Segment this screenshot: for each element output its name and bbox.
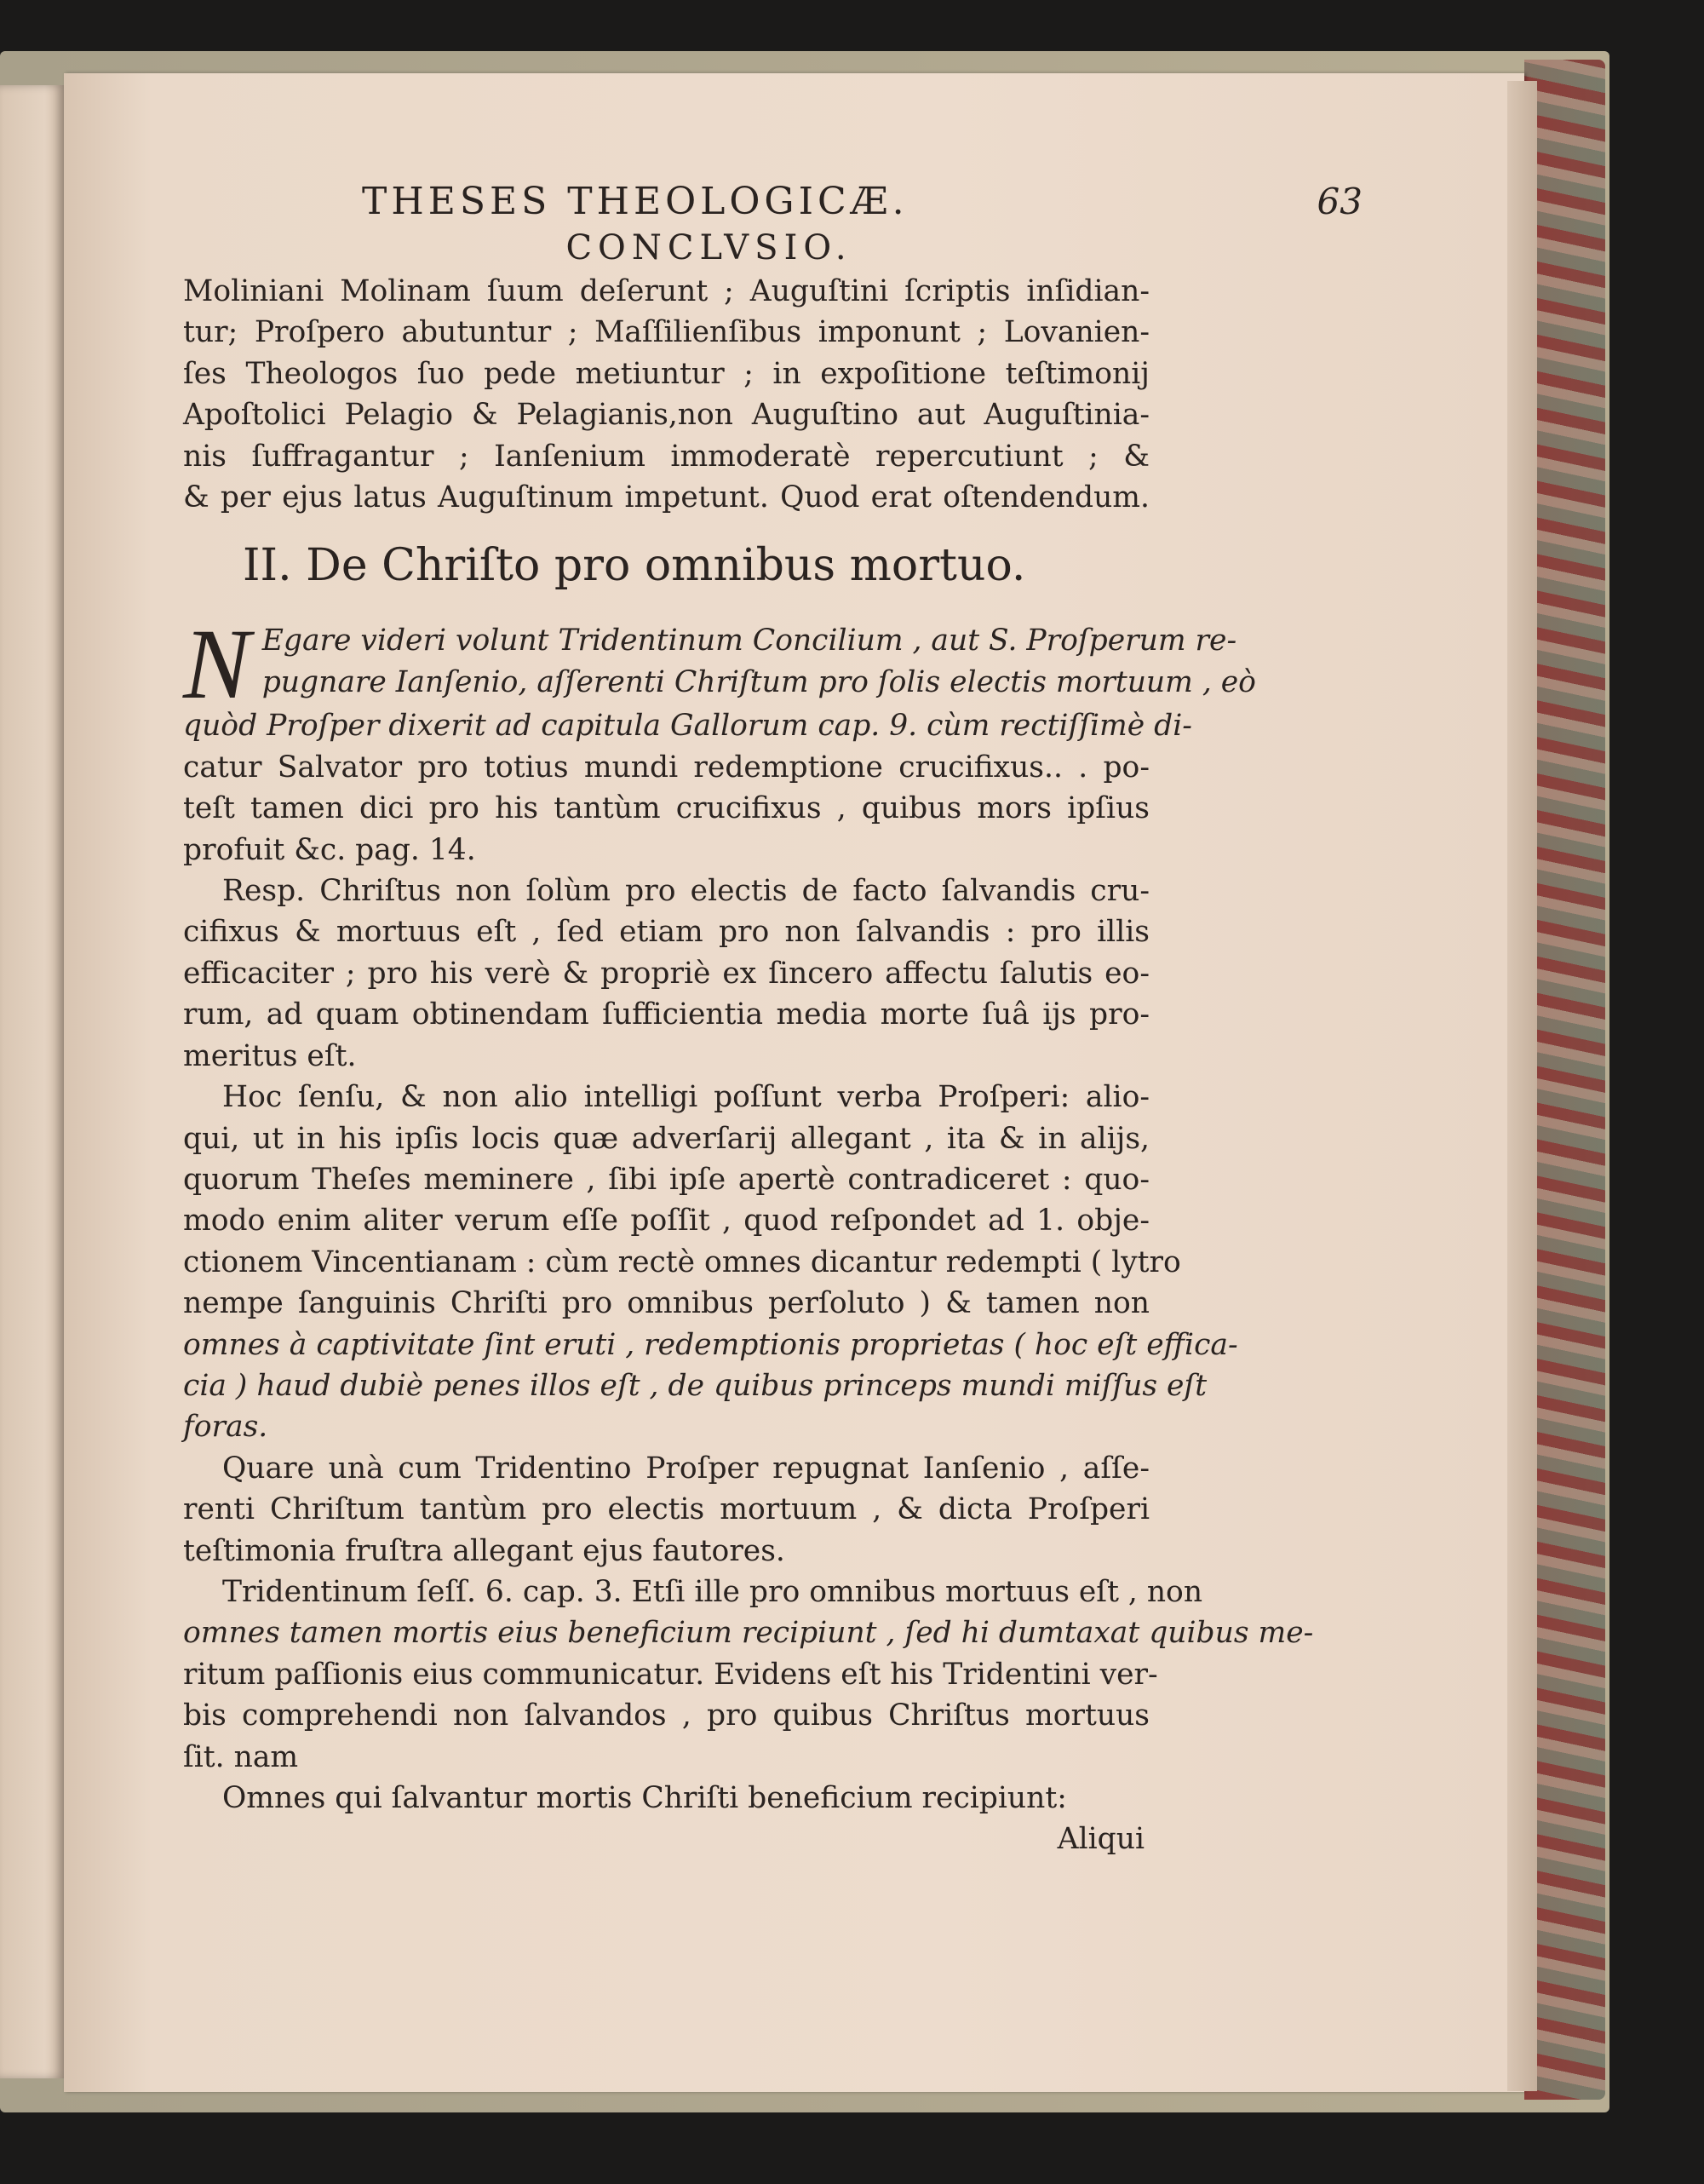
text-line: tur; Proſpero abutuntur ; Maſſilienſibus imponunt ; Lovanien- <box>183 315 1150 350</box>
catchword: Aliqui <box>1057 1822 1145 1857</box>
text-line: Apoſtolici Pelagio & Pelagianis,non Auguſtino aut Auguſtinia- <box>183 398 1150 433</box>
text-line: Hoc ſenſu, & non alio intelligi poſſunt verba Proſperi: alio- <box>222 1080 1150 1115</box>
drop-cap-initial: N <box>183 608 250 721</box>
tridentinum-paragraph <box>183 1572 1314 1778</box>
text-line: pugnare Ianſenio, aſſerenti Chriſtum pro ſolis electis mortuum , eò <box>261 664 1256 699</box>
text-line: teſt tamen dici pro his tantùm crucifixus , quibus mors ipſius <box>183 791 1150 826</box>
text-line: bis comprehendi non ſalvandos , pro quibus Chriſtus mortuus <box>183 1698 1150 1733</box>
text-line: nis ſuffragantur ; Ianſenium immoderatè repercutiunt ; & <box>183 439 1150 474</box>
left-page-edge <box>0 85 64 2078</box>
hoc-paragraph <box>183 1077 1238 1448</box>
text-line: Moliniani Molinam ſuum deſerunt ; Auguſtini ſcriptis inſidian- <box>183 274 1150 308</box>
text-line: foras. <box>183 1410 268 1445</box>
text-line: cia ) haud dubiè penes illos eſt , de quibus princeps mundi miſſus eſt <box>183 1368 1208 1403</box>
text-line: Tridentinum ſeſſ. 6. cap. 3. Etſi ille pro omnibus mortuus eſt , non <box>222 1574 1203 1609</box>
text-line: Resp. Chriſtus non ſolùm pro electis de facto ſalvandis cru- <box>222 874 1150 909</box>
text-line: meritus eſt. <box>183 1038 357 1073</box>
omnes-paragraph <box>183 1778 1150 1819</box>
text-line: profuit &c. pag. 14. <box>183 832 476 867</box>
text-line: omnes à captivitate ſint eruti , redemptionis proprietas ( hoc eſt effica- <box>183 1327 1238 1362</box>
text-line: & per ejus latus Auguſtinum impetunt. Quod erat oſtendendum. <box>183 480 1150 515</box>
text-line: omnes tamen mortis eius beneficium recipiunt , ſed hi dumtaxat quibus me- <box>183 1616 1314 1651</box>
section-title: II. De Chriſto pro omnibus mortuo. <box>243 540 1026 592</box>
running-header <box>362 179 1363 225</box>
text-line: teſtimonia fruſtra allegant ejus fautores. <box>183 1533 785 1568</box>
text-line: Omnes qui ſalvantur mortis Chriſti beneficium recipiunt: <box>222 1781 1067 1815</box>
text-line: ſes Theologos ſuo pede metiuntur ; in expoſitione teſtimonij <box>183 356 1150 391</box>
resp-paragraph <box>183 871 1150 1077</box>
text-line: Quare unà cum Tridentino Proſper repugnat Ianſenio , aſſe- <box>222 1451 1150 1486</box>
quare-paragraph <box>183 1448 1150 1572</box>
text-line: qui, ut in his ipſis locis quæ adverſarij allegant , ita & in alijs, <box>183 1121 1150 1156</box>
text-line: renti Chriſtum tantùm pro electis mortuum , & dicta Proſperi <box>183 1492 1150 1527</box>
text-line: catur Salvator pro totius mundi redemptione crucifixus.. . po- <box>183 750 1150 785</box>
conclusio-heading: CONCLVSIO. <box>565 228 852 267</box>
text-line: modo enim aliter verum eſſe poſſit , quod reſpondet ad 1. obje- <box>183 1204 1150 1239</box>
page-fore-edge <box>1507 81 1537 2091</box>
running-title: THESES THEOLOGICÆ. <box>362 180 909 223</box>
text-line: ſit. nam <box>183 1739 299 1774</box>
quote-paragraph <box>183 608 1256 871</box>
text-line: efficaciter ; pro his verè & propriè ex ſincero affectu ſalutis eo- <box>183 956 1150 991</box>
text-line: Egare videri volunt Tridentinum Concilium , aut S. Proſperum re- <box>261 624 1237 658</box>
page-text <box>183 179 1363 1860</box>
text-line: ritum paſſionis eius communicatur. Evidens eſt his Tridentini ver- <box>183 1657 1158 1692</box>
text-line: nempe ſanguinis Chriſti pro omnibus perſoluto ) & tamen non <box>183 1286 1150 1321</box>
text-line: cifixus & mortuus eſt , ſed etiam pro non ſalvandis : pro illis <box>183 915 1150 950</box>
page-number: 63 <box>1317 181 1363 222</box>
text-line: quorum Theſes meminere , ſibi ipſe apertè contradiceret : quo- <box>183 1162 1150 1197</box>
text-line: quòd Proſper dixerit ad capitula Gallorum cap. 9. cùm rectiſſimè di- <box>183 709 1192 744</box>
conclusio-paragraph <box>183 271 1150 518</box>
text-line: ctionem Vincentianam : cùm rectè omnes dicantur redempti ( lytro <box>183 1244 1181 1279</box>
text-line: rum, ad quam obtinendam ſufficientia media morte ſuâ ijs pro- <box>183 997 1150 1032</box>
